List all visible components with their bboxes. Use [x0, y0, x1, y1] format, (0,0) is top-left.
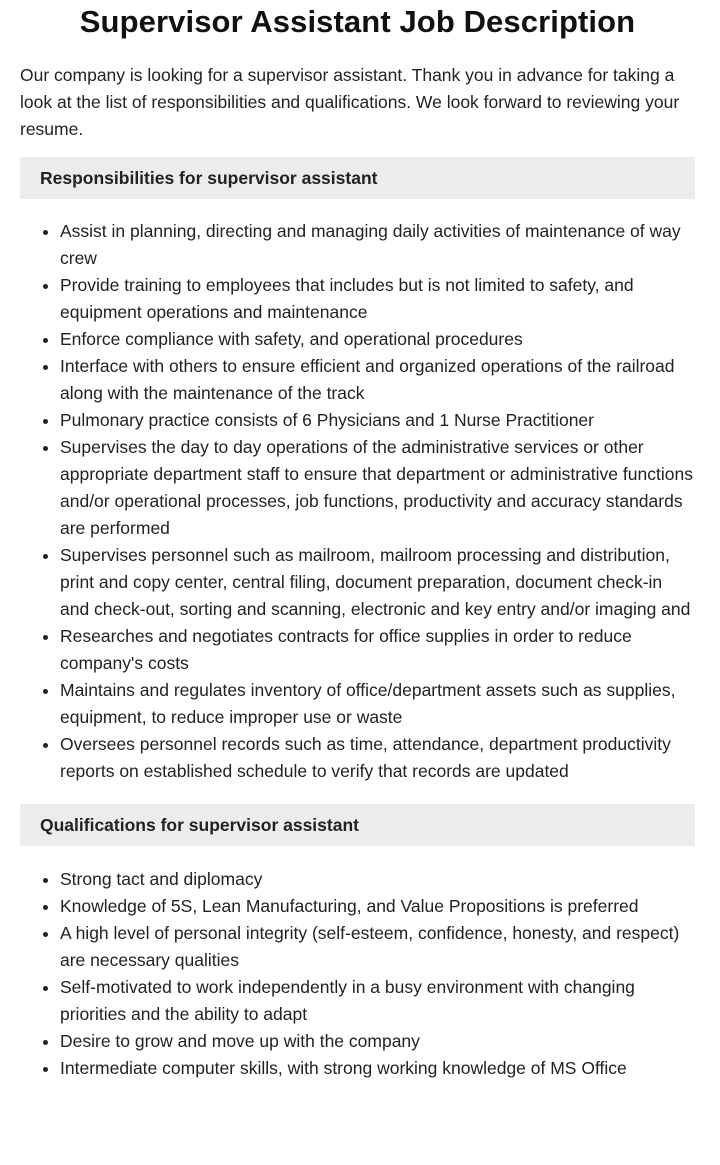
list-item: • Interface with others to ensure efficient and organized operations of the railroad along with the maintenance of the track	[60, 353, 695, 407]
list-item: • Oversees personnel records such as time, attendance, department productivity reports on established schedule to verify that records are updated	[60, 731, 695, 785]
list-item: • Enforce compliance with safety, and operational procedures	[60, 326, 695, 353]
list-item: • Desire to grow and move up with the company	[60, 1028, 695, 1055]
list-item: • Supervises personnel such as mailroom, mailroom processing and distribution, print and copy center, central filing, document preparation, document check-in and check-out, sorting and scanning, electronic and key entry and/or imaging and	[60, 542, 695, 623]
page-title: Supervisor Assistant Job Description	[79, 4, 636, 39]
intro-paragraph: Our company is looking for a supervisor assistant. Thank you in advance for taking a look at the list of responsibilities and qualifications. We look forward to reviewing your resume.	[20, 65, 680, 139]
list-item: • Knowledge of 5S, Lean Manufacturing, and Value Propositions is preferred	[60, 893, 695, 920]
list-item: • Assist in planning, directing and managing daily activities of maintenance of way crew	[60, 218, 695, 272]
list-item: • A high level of personal integrity (self-esteem, confidence, honesty, and respect) are necessary qualities	[60, 920, 695, 974]
responsibilities-list	[20, 218, 695, 785]
responsibilities-heading: Responsibilities for supervisor assistant	[20, 157, 695, 199]
list-item: • Intermediate computer skills, with strong working knowledge of MS Office	[60, 1055, 695, 1082]
list-item: • Pulmonary practice consists of 6 Physicians and 1 Nurse Practitioner	[60, 407, 695, 434]
list-item: • Self-motivated to work independently in a busy environment with changing priorities and the ability to adapt	[60, 974, 695, 1028]
list-item: • Supervises the day to day operations of the administrative services or other appropriate department staff to ensure that department or administrative functions and/or operational processes, job functions, productivity and accuracy standards are performed	[60, 434, 695, 542]
qualifications-heading: Qualifications for supervisor assistant	[20, 804, 695, 846]
list-item: • Strong tact and diplomacy	[60, 866, 695, 893]
list-item: • Provide training to employees that includes but is not limited to safety, and equipment operations and maintenance	[60, 272, 695, 326]
list-item: • Maintains and regulates inventory of office/department assets such as supplies, equipment, to reduce improper use or waste	[60, 677, 695, 731]
qualifications-list	[20, 866, 695, 1082]
list-item: • Researches and negotiates contracts for office supplies in order to reduce company's costs	[60, 623, 695, 677]
